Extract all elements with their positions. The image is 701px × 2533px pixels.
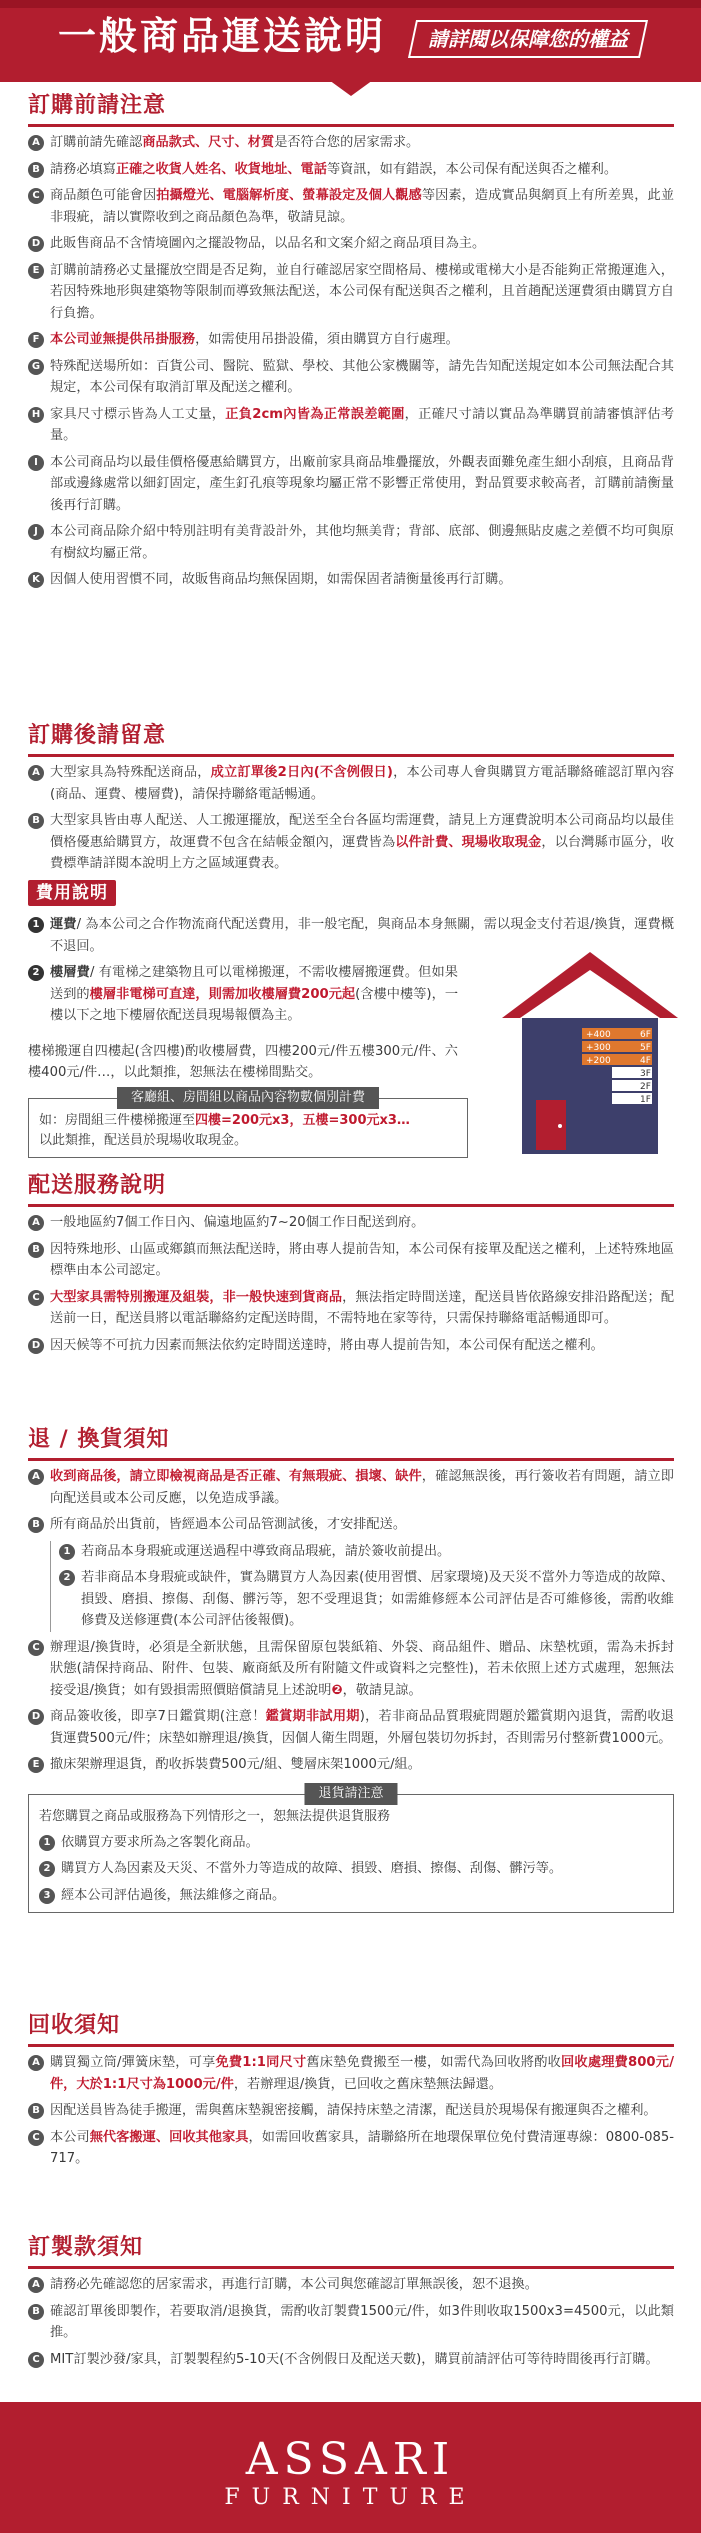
header-badge-text: 請詳閱以保障您的權益: [428, 27, 628, 51]
section-list: [28, 132, 674, 591]
item-text: ，無法指定時間送達，配送員皆依路線安排沿路配送；配送前一日，配送員將以電話聯絡約定配送時間，不需特地在家等待，只需保持聯絡電話暢通即可。: [50, 1289, 675, 1326]
item-text: 大型家具為特殊配送商品，: [50, 765, 211, 780]
letter-badge: B: [28, 2103, 44, 2119]
list-item: [28, 185, 674, 228]
fee-text: (含樓中樓等)，一樓以下之地下樓層依配送員現場報價為主。: [50, 986, 459, 1023]
fee-label: 樓層費: [50, 965, 90, 980]
item-text: 請務必填寫: [50, 161, 116, 177]
item-text: 舊床墊免費搬至一樓，如需代為回收將酌收: [306, 2055, 562, 2070]
list-item: [39, 1858, 663, 1880]
letter-badge: K: [28, 572, 44, 588]
letter-badge: C: [28, 2352, 44, 2368]
item-text: ，確認無誤後，再行簽收若有問題，請立即向配送員或本公司反應，以免造成爭議。: [50, 1469, 674, 1506]
item-text: 購買獨立筒/彈簧床墊，可享: [50, 2055, 216, 2070]
item-text: ，敬請見諒。: [342, 1682, 422, 1698]
item-text: 依購買方要求所為之客製化商品。: [61, 1834, 259, 1850]
item-highlight: 本公司並無提供吊掛服務: [50, 332, 196, 347]
item-text: 商品顏色可能會因: [50, 188, 157, 203]
letter-badge: E: [28, 263, 44, 279]
item-text: 若非商品本身瑕疵或缺件，實為購買方人為因素(使用習慣、居家環境)及天災不當外力等造成的故障、損毀、磨損、擦傷、刮傷、髒污等，恕不受理退貨；如需維修經本公司評估是否可維修後，需酌收維修費及送修運費(本公司評估後報價)。: [81, 1570, 674, 1628]
item-highlight: ❷: [331, 1682, 343, 1698]
item-highlight: 免費1:1同尺寸: [215, 2055, 307, 2070]
item-highlight: 收到商品後，請立即檢視商品是否正確、有無瑕疵、損壞、缺件: [50, 1469, 422, 1484]
list-item: [28, 1754, 674, 1776]
section-title: 退 / 換貨須知: [28, 1426, 674, 1461]
item-text: 若商品本身瑕疵或運送過程中導致商品瑕疵，請於簽收前提出。: [81, 1543, 451, 1559]
floor-label: 6F: [640, 1030, 651, 1040]
fee-floor-detail: 樓梯搬運自四樓起(含四樓)酌收樓層費，四樓200元/件五樓300元/件、六樓400元/件…，以此類推，恕無法在樓梯間點交。: [28, 1043, 458, 1080]
page-footer: [0, 2402, 701, 2533]
section-title: 訂購前請注意: [28, 92, 674, 127]
letter-badge: C: [28, 2130, 44, 2146]
item-text: 因個人使用習慣不同，故販售商品均無保固期，如需保固者請衡量後再行訂購。: [50, 572, 512, 587]
item-text: 此販售商品不含情境圖內之擺設物品，以品名和文案介紹之商品項目為主。: [50, 236, 486, 251]
list-item: [28, 2127, 674, 2170]
letter-badge: D: [28, 1338, 44, 1354]
list-item: [28, 1287, 674, 1330]
item-text: 訂購前請先確認: [50, 135, 143, 150]
section-title: 配送服務說明: [28, 1172, 674, 1207]
list-item: [28, 810, 674, 875]
item-text: 購買方人為因素及天災、不當外力等造成的故障、損毀、磨損、擦傷、刮傷、髒污等。: [61, 1861, 563, 1876]
item-text: ，以台灣縣市區分，收費標準請詳閱本說明上方之區域運費表。: [50, 834, 675, 871]
letter-badge: B: [28, 1242, 44, 1258]
list-item: [28, 452, 674, 517]
floor-label: 2F: [640, 1082, 651, 1092]
list-item: [28, 132, 674, 154]
item-text: 等資訊，如有錯誤，本公司保有配送與否之權利。: [326, 161, 618, 177]
letter-badge: 3: [39, 1888, 55, 1904]
list-item: [28, 159, 674, 181]
section-recycle: [28, 2012, 674, 2170]
item-text: 辦理退/換貨時，必須是全新狀態，且需保留原包裝紙箱、外袋、商品組件、贈品、床墊枕頭，需為未拆封狀態(請保持商品、附件、包裝、廠商紙及所有附隨文件或資料之完整性)，若未依照上述方式處理，恕無法接受退/換貨；如有毀損需照價賠償請見上述說明: [50, 1639, 674, 1698]
item-text: 大型家具皆由專人配送、人工搬運擺放，配送至全台各區均需運費，請見上方運費說明本公司商品均以最佳價格優惠給購買方，故運費不包含在結帳金額內，運費皆為: [50, 813, 674, 850]
item-text: ，如需回收舊家具，請聯絡所在地環保單位免付費清運專線：0800-085-717。: [50, 2129, 675, 2166]
section-list: [28, 2274, 674, 2370]
item-highlight: 正確之收貨人姓名、收貨地址、電話: [115, 161, 327, 177]
list-item: [28, 1212, 674, 1234]
letter-badge: E: [28, 1757, 44, 1773]
section-before-order: [28, 92, 674, 591]
list-item: [28, 404, 674, 447]
list-item: [28, 762, 674, 805]
list-item: [39, 1885, 663, 1907]
list-item: [39, 1832, 663, 1854]
box-text: 以此類推，配送員於現場收取現金。: [39, 1132, 248, 1148]
letter-badge: A: [28, 135, 44, 151]
item-text: 確認訂單後即製作，若要取消/退換貨，需酌收訂製費1500元/件，如3件則收取1500x3=4500元，以此類推。: [50, 2303, 674, 2340]
letter-badge: I: [28, 455, 44, 471]
section-title: 回收須知: [28, 2012, 674, 2047]
item-text: 所有商品於出貨前，皆經過本公司品管測試後，才安排配送。: [50, 1517, 407, 1532]
box-highlight: 四樓=200元x3，五樓=300元x3…: [195, 1112, 410, 1128]
item-highlight: 鑑賞期非試用期: [265, 1709, 360, 1724]
list-item: [28, 233, 674, 255]
fee-note-box: [28, 1089, 468, 1158]
item-highlight: 正負2cm內皆為正常誤差範圍: [225, 406, 405, 422]
brand-subtitle: FURNITURE: [224, 2485, 477, 2510]
letter-badge: A: [28, 2277, 44, 2293]
list-item: [28, 1706, 674, 1749]
brand-logo: ASSARI: [245, 2434, 456, 2485]
list-item: [28, 569, 674, 591]
letter-badge: B: [28, 813, 44, 829]
item-text: 撤床架辦理退貨，酌收拆裝費500元/組、雙層床架1000元/組。: [50, 1757, 421, 1772]
floor-label: 3F: [640, 1069, 651, 1079]
list-item: [59, 1567, 674, 1632]
section-title: 訂製款須知: [28, 2234, 674, 2269]
section-returns: [28, 1426, 674, 1913]
list-item: [59, 1541, 674, 1563]
box-intro: 若您購買之商品或服務為下列情形之一，恕無法提供退貨服務: [39, 1808, 391, 1824]
letter-badge: D: [28, 236, 44, 252]
header-stripe: [0, 0, 701, 8]
door-knob: [558, 1124, 562, 1128]
fee-label: 運費: [50, 917, 77, 932]
box-heading: 客廳組、房間組以商品內容物數個別計費: [117, 1087, 379, 1109]
item-highlight: 成立訂單後2日內(不含例假日): [210, 765, 393, 780]
letter-badge: 2: [59, 1570, 75, 1586]
item-highlight: 大型家具需特別搬運及組裝，非一般快速到貨商品: [50, 1289, 343, 1305]
letter-badge: B: [28, 162, 44, 178]
floor-label: 5F: [640, 1043, 651, 1053]
number-badge: 2: [28, 965, 44, 981]
item-text: 因特殊地形、山區或鄉鎮而無法配送時，將由專人提前告知，本公司保有接單及配送之權利，上述特殊地區標準由本公司認定。: [50, 1241, 674, 1278]
list-item: [28, 521, 674, 564]
page-header: [0, 0, 701, 82]
house-illustration: [500, 948, 680, 1158]
list-item: [28, 2301, 674, 2344]
item-text: 本公司: [50, 2129, 90, 2145]
letter-badge: A: [28, 1215, 44, 1231]
item-highlight: 無代客搬運、回收其他家具: [89, 2129, 249, 2145]
list-item: [28, 1514, 674, 1536]
list-item: [28, 1239, 674, 1282]
item-text: 本公司商品均以最佳價格優惠給購買方，出廠前家具商品堆疊擺放，外觀表面難免產生細小刮痕，且商品背部或邊緣處常以細釘固定，產生釘孔痕等現象均屬正常不影響正常使用，對品質要求較高者，訂購前請衡量後再行訂購。: [50, 454, 674, 513]
item-text: 經本公司評估過後，無法維修之商品。: [61, 1887, 286, 1903]
section-title: 費用說明: [28, 880, 116, 906]
letter-badge: C: [28, 1640, 44, 1656]
return-note-box: [28, 1785, 674, 1914]
letter-badge: C: [28, 188, 44, 204]
item-text: 本公司商品除介紹中特別註明有美背設計外，其他均無美背；背部、底部、側邊無貼皮處之差價不均可與原有樹紋均屬正常。: [50, 524, 674, 561]
list-item: [28, 329, 674, 351]
fee-text: / 有電梯之建築物且可以電梯搬運，不需收樓層搬運費。但如果送到的: [50, 965, 458, 1002]
letter-badge: 1: [59, 1544, 75, 1560]
item-text: 家具尺寸標示皆為人工丈量，: [50, 406, 226, 422]
letter-badge: 2: [39, 1861, 55, 1877]
list-item: [28, 2100, 674, 2122]
item-text: ，正確尺寸請以實品為準購買前請審慎評估考量。: [50, 406, 675, 443]
list-item: [28, 1637, 674, 1702]
list-item: [28, 1466, 674, 1509]
section-delivery: [28, 1172, 674, 1356]
item-highlight: 以件計費、現場收取現金: [395, 834, 542, 850]
section-list: [28, 1466, 674, 1536]
item-text: 訂購前請務必丈量擺放空間是否足夠，並自行確認居家空間格局、樓梯或電梯大小是否能夠正常搬運進入，若因特殊地形與建築物等限制而導致無法配送，本公司保有配送與否之權利，且首趟配送運費須由購買方自行負擔。: [50, 262, 674, 321]
letter-badge: J: [28, 524, 44, 540]
item-text: 因天候等不可抗力因素而無法依約定時間送達時，將由專人提前告知，本公司保有配送之權利。: [50, 1337, 604, 1353]
header-badge: [408, 20, 648, 58]
floor-label: 1F: [640, 1095, 651, 1105]
sub-list: [50, 1541, 674, 1632]
section-after-order: [28, 722, 674, 875]
item-text: 一般地區約7個工作日內、偏遠地區約7~20個工作日配送到府。: [50, 1215, 425, 1230]
item-text: 等因素，造成實品與網頁上有所差異，此並非瑕疵，請以實際收到之商品顏色為準，敬請見諒。: [50, 188, 675, 225]
section-custom: [28, 2234, 674, 2370]
letter-badge: A: [28, 2055, 44, 2071]
section-list: [28, 2052, 674, 2170]
item-text: 特殊配送場所如：百貨公司、醫院、監獄、學校、其他公家機關等，請先告知配送規定如本公司無法配合其規定，本公司保有取消訂單及配送之權利。: [50, 358, 674, 395]
item-highlight: 拍攝燈光、電腦解析度、螢幕設定及個人觀感: [156, 188, 422, 203]
letter-badge: A: [28, 1469, 44, 1485]
item-text: 是否符合您的居家需求。: [274, 135, 420, 150]
box-list: [39, 1832, 663, 1907]
floor-price: +300: [586, 1043, 611, 1053]
letter-badge: B: [28, 1517, 44, 1533]
fee-highlight: 樓層非電梯可直達，則需加收樓層費200元起: [89, 986, 356, 1002]
item-text: 商品簽收後，即享7日鑑賞期(注意！: [50, 1709, 266, 1724]
item-text: ，若辦理退/換貨，已回收之舊床墊無法歸還。: [233, 2076, 503, 2092]
letter-badge: A: [28, 765, 44, 781]
item-text: MIT訂製沙發/家具，訂製製程約5-10天(不含例假日及配送天數)，購買前請評估可等待時間後再行訂購。: [50, 2351, 659, 2367]
fee-item-floor: [28, 962, 458, 1027]
item-text: 因配送員皆為徒手搬運，需與舊床墊親密接觸，請保持床墊之清潔，配送員於現場保有搬運與否之權利。: [50, 2103, 657, 2118]
item-highlight: 商品款式、尺寸、材質: [142, 135, 275, 150]
letter-badge: H: [28, 407, 44, 423]
letter-badge: F: [28, 332, 44, 348]
page-title: 一般商品運送說明: [58, 14, 387, 58]
item-text: ，如需使用吊掛設備，須由購買方自行處理。: [195, 332, 459, 347]
item-text: )，若非商品品質瑕疵問題於鑑賞期內退貨，需酌收退貨運費500元/件；床墊如辦理退/換貨，因個人衛生問題，外層包裝切勿拆封，否則需另付整新費1000元。: [50, 1709, 674, 1746]
letter-badge: C: [28, 1290, 44, 1306]
section-title: 訂購後請留意: [28, 722, 674, 757]
letter-badge: B: [28, 2304, 44, 2320]
letter-badge: G: [28, 359, 44, 375]
list-item: [28, 2349, 674, 2371]
floor-price: +400: [586, 1030, 611, 1040]
list-item: [28, 260, 674, 325]
floor-price: +200: [586, 1056, 611, 1066]
list-item: [28, 1335, 674, 1357]
list-item: [28, 2274, 674, 2296]
number-badge: 1: [28, 917, 44, 933]
list-item: [28, 2052, 674, 2095]
list-item: [28, 356, 674, 399]
box-text-part: 如：房間組三件樓梯搬運至: [39, 1112, 196, 1128]
box-text: [39, 1111, 457, 1131]
item-highlight: 回收處理費800元/件，大於1:1尺寸為1000元/件: [50, 2055, 675, 2092]
floor-label: 4F: [640, 1056, 651, 1066]
letter-badge: D: [28, 1709, 44, 1725]
section-list: [28, 762, 674, 875]
letter-badge: 1: [39, 1835, 55, 1851]
section-list: [28, 1212, 674, 1356]
fee-text: / 為本公司之合作物流商代配送費用，非一般宅配，與商品本身無關，需以現金支付若退/換貨，運費概不退回。: [50, 917, 675, 954]
item-text: ，本公司專人會與購買方電話聯絡確認訂單內容(商品、運費、樓層費)，請保持聯絡電話暢通。: [50, 765, 675, 802]
section-list: [28, 1637, 674, 1776]
box-heading: 退貨請注意: [304, 1783, 397, 1805]
item-text: 請務必先確認您的居家需求，再進行訂購，本公司與您確認訂單無誤後，恕不退換。: [50, 2277, 538, 2292]
